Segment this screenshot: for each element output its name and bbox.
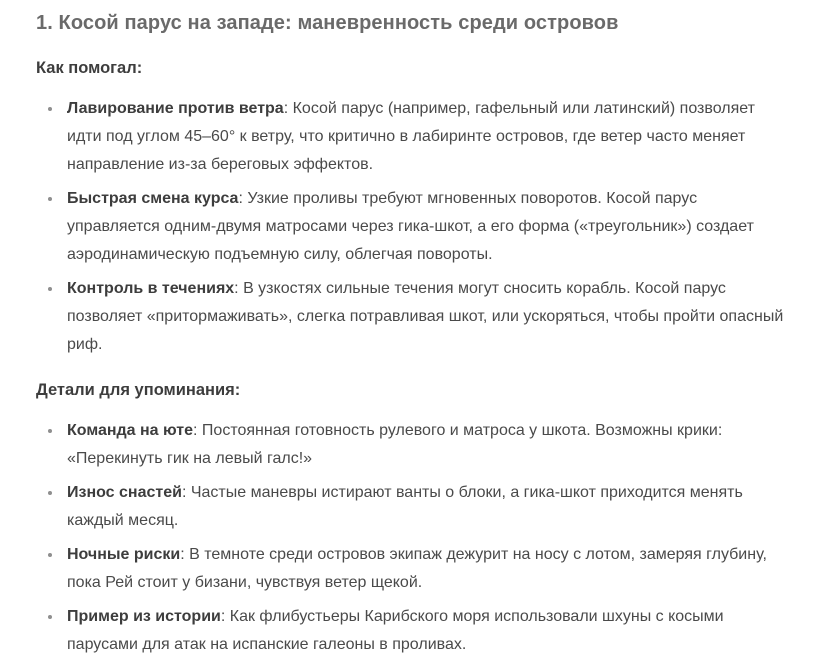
list-item-label: Контроль в течениях xyxy=(67,280,235,297)
list-item xyxy=(63,479,793,535)
page-title: 1. Косой парус на западе: маневренность среди островов xyxy=(36,12,619,34)
list-item-text: : Косой парус (например, гафельный или латинский) позволяет идти под углом 45–60° к ветру, что критично в лабиринте островов, где ветер часто меняет направление из-за береговых эффектов. xyxy=(67,100,755,173)
list-item-text: : Узкие проливы требуют мгновенных поворотов. Косой парус управляется одним-двумя матросами через гика-шкот, а его форма («треугольник») создает аэродинамическую подъемную силу, облегчая повороты. xyxy=(67,190,754,263)
details-list xyxy=(36,417,793,659)
list-item-label: Ночные риски xyxy=(67,546,181,563)
list-item-text: : Как флибустьеры Карибского моря использовали шхуны с косыми парусами для атак на испанские галеоны в проливах. xyxy=(67,608,724,653)
list-item-text: : Постоянная готовность рулевого и матроса у шкота. Возможны крики: «Перекинуть гик на левый галс!» xyxy=(67,422,723,467)
list-item xyxy=(63,417,793,473)
list-item xyxy=(63,275,793,359)
list-item xyxy=(63,603,793,659)
list-item-label: Быстрая смена курса xyxy=(67,190,239,207)
list-item-text: : Частые маневры истирают ванты о блоки, а гика-шкот приходится менять каждый месяц. xyxy=(67,484,743,529)
list-item-text: : В темноте среди островов экипаж дежурит на носу с лотом, замеряя глубину, пока Рей стоит у бизани, чувствуя ветер щекой. xyxy=(67,546,767,591)
list-item xyxy=(63,541,793,597)
list-item-label: Команда на юте xyxy=(67,422,194,439)
list-item xyxy=(63,185,793,269)
list-item xyxy=(63,95,793,179)
list-item-label: Лавирование против ветра xyxy=(67,100,284,117)
list-item-label: Пример из истории xyxy=(67,608,221,625)
list-item-text: : В узкостях сильные течения могут сносить корабль. Косой парус позволяет «притормаживать», слегка потравливая шкот, или ускоряться, чтобы пройти опасный риф. xyxy=(67,280,784,353)
section-how-it-helped-title: Как помогал: xyxy=(36,59,143,77)
list-item-label: Износ снастей xyxy=(67,484,182,501)
how-it-helped-list xyxy=(36,95,793,359)
section-details-title: Детали для упоминания: xyxy=(36,381,241,399)
